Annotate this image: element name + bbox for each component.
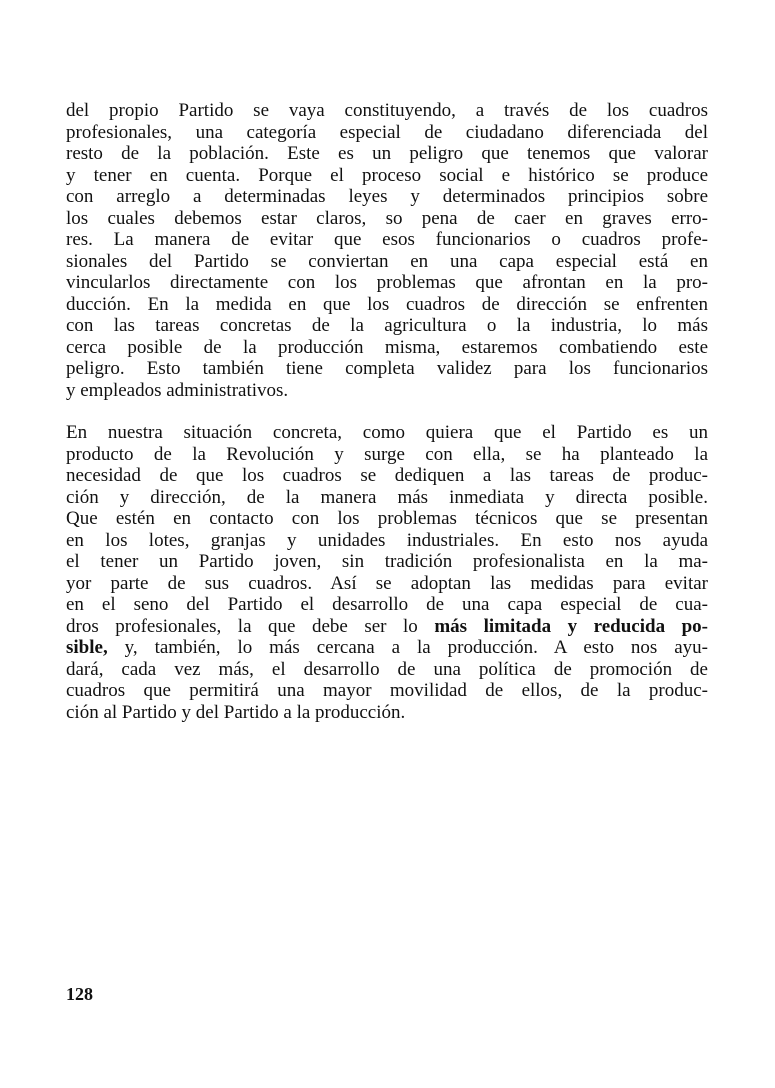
text-line — [66, 143, 708, 165]
text-line — [66, 186, 708, 208]
bold-text: sible, — [66, 637, 108, 658]
text-segment: yor parte de sus cuadros. Así se adoptan las medidas para evitar — [66, 572, 708, 594]
text-segment: cerca posible de la producción misma, estaremos combatiendo este — [66, 336, 708, 358]
text-segment: del propio Partido se vaya constituyendo, a través de los cuadros — [66, 100, 708, 121]
text-line — [66, 680, 708, 702]
text-line — [66, 272, 708, 294]
text-segment: sionales del Partido se conviertan en una capa especial está en — [66, 250, 708, 272]
text-line — [66, 530, 708, 552]
text-segment: vincularlos directamente con los problemas que afrontan en la pro- — [66, 272, 708, 293]
text-segment: en los lotes, granjas y unidades industriales. En esto nos ayuda — [66, 529, 708, 551]
text-segment: res. La manera de evitar que esos funcionarios o cuadros profe- — [66, 229, 708, 250]
paragraph — [66, 100, 708, 401]
text-line — [66, 294, 708, 316]
text-segment: profesionales, una categoría especial de ciudadano diferenciada del — [66, 121, 708, 143]
text-segment: peligro. Esto también tiene completa validez para los funcionarios — [66, 358, 708, 379]
text-segment: con las tareas concretas de la agricultura o la industria, lo más — [66, 315, 708, 336]
text-line — [66, 315, 708, 337]
text-line — [66, 551, 708, 573]
text-segment: con arreglo a determinadas leyes y determinados principios sobre — [66, 186, 708, 207]
text-segment: producto de la Revolución y surge con ella, se ha planteado la — [66, 443, 708, 465]
text-line — [66, 229, 708, 251]
text-segment: resto de la población. Este es un peligro que tenemos que valorar — [66, 143, 708, 164]
text-segment: ción y dirección, de la manera más inmediata y directa posible. — [66, 486, 708, 508]
bold-text: más limitada y reducida po- — [434, 615, 708, 637]
text-line — [66, 465, 708, 487]
text-segment: el tener un Partido joven, sin tradición profesionalista en la ma- — [66, 551, 708, 572]
text-line — [66, 659, 708, 681]
text-line — [66, 616, 708, 638]
paragraph — [66, 422, 708, 723]
text-line — [66, 637, 708, 659]
text-segment: ducción. En la medida en que los cuadros de dirección se enfrenten — [66, 293, 708, 315]
text-segment: En nuestra situación concreta, como quiera que el Partido es un — [66, 422, 708, 443]
text-line — [66, 594, 708, 616]
text-line — [66, 573, 708, 595]
text-line — [66, 487, 708, 509]
text-line — [66, 208, 708, 230]
text-line — [66, 337, 708, 359]
text-line — [66, 422, 708, 444]
text-segment: dará, cada vez más, el desarrollo de una política de promoción de — [66, 658, 708, 680]
text-segment: cuadros que permitirá una mayor movilidad de ellos, de la produc- — [66, 680, 708, 701]
text-line — [66, 122, 708, 144]
text-segment: necesidad de que los cuadros se dediquen a las tareas de produc- — [66, 465, 708, 486]
text-line — [66, 702, 708, 724]
text-line — [66, 508, 708, 530]
text-line — [66, 358, 708, 380]
text-segment: y tener en cuenta. Porque el proceso social e histórico se produce — [66, 164, 708, 186]
text-segment: y, también, lo más cercana a la producción. A esto nos ayu- — [107, 637, 708, 658]
text-line — [66, 444, 708, 466]
text-segment: Que estén en contacto con los problemas técnicos que se presentan — [66, 508, 708, 529]
text-line — [66, 251, 708, 273]
text-line — [66, 380, 708, 402]
text-line — [66, 100, 708, 122]
text-line — [66, 165, 708, 187]
text-segment: dros profesionales, la que debe ser lo — [66, 615, 435, 637]
text-segment: en el seno del Partido el desarrollo de una capa especial de cua- — [66, 594, 708, 615]
text-segment: y empleados administrativos. — [66, 379, 289, 401]
text-segment: los cuales debemos estar claros, so pena de caer en graves erro- — [66, 207, 708, 229]
text-segment: ción al Partido y del Partido a la producción. — [66, 701, 406, 723]
page-number: 128 — [66, 984, 93, 1004]
